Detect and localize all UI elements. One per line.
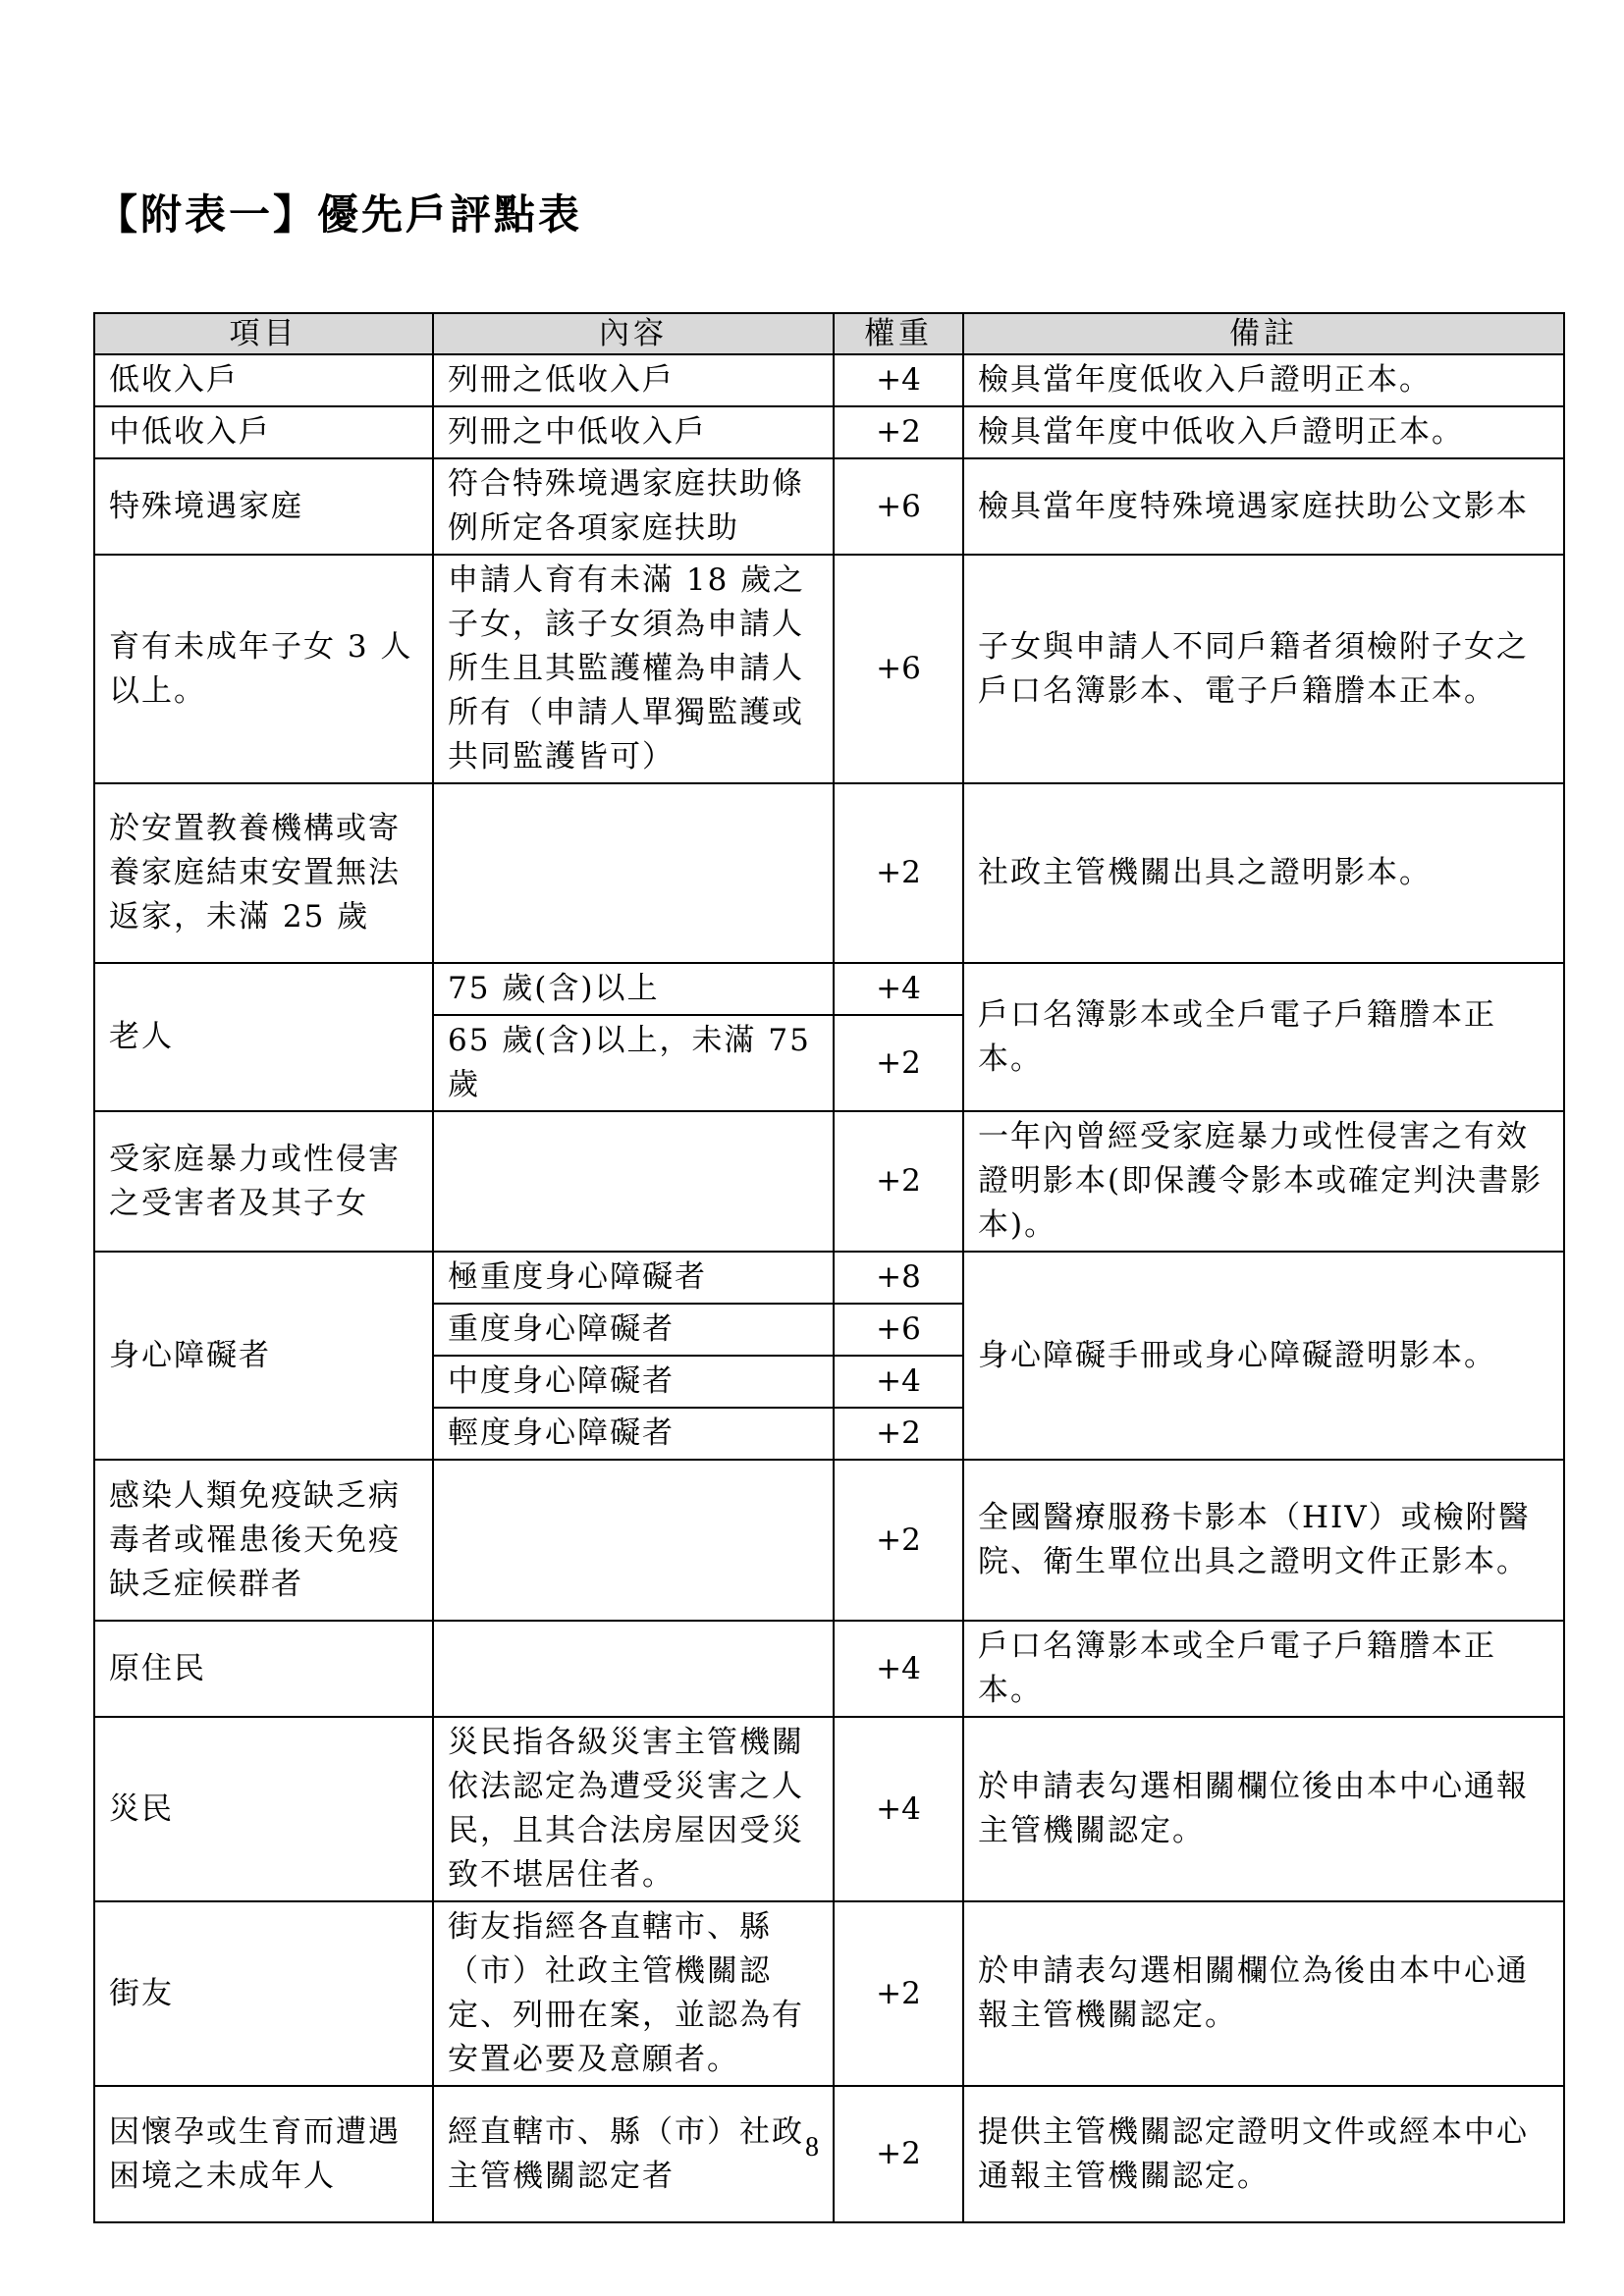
row-note: 檢具當年度低收入戶證明正本。 <box>963 354 1564 406</box>
row-weight: +2 <box>834 1901 963 2086</box>
row-weight: +8 <box>834 1252 963 1304</box>
row-content <box>433 1460 834 1621</box>
row-item: 原住民 <box>94 1621 433 1717</box>
row-weight: +4 <box>834 1621 963 1717</box>
row-weight: +2 <box>834 406 963 458</box>
row-content <box>433 783 834 963</box>
row-content: 經直轄市、縣（市）社政主管機關認定者 <box>433 2086 834 2222</box>
table-row <box>94 354 1564 406</box>
row-item: 街友 <box>94 1901 433 2086</box>
table-row <box>94 1460 1564 1621</box>
row-weight: +4 <box>834 1717 963 1901</box>
row-item: 受家庭暴力或性侵害之受害者及其子女 <box>94 1111 433 1252</box>
row-weight: +2 <box>834 2086 963 2222</box>
table-row <box>94 1111 1564 1252</box>
page-number: 8 <box>805 2132 819 2163</box>
row-content: 輕度身心障礙者 <box>433 1408 834 1460</box>
row-content: 街友指經各直轄市、縣（市）社政主管機關認定、列冊在案，並認為有安置必要及意願者。 <box>433 1901 834 2086</box>
row-note: 身心障礙手冊或身心障礙證明影本。 <box>963 1252 1564 1460</box>
table-row <box>94 458 1564 555</box>
row-item: 於安置教養機構或寄養家庭結束安置無法返家，未滿 25 歲 <box>94 783 433 963</box>
row-content: 極重度身心障礙者 <box>433 1252 834 1304</box>
row-content: 符合特殊境遇家庭扶助條例所定各項家庭扶助 <box>433 458 834 555</box>
row-note: 檢具當年度特殊境遇家庭扶助公文影本 <box>963 458 1564 555</box>
row-weight: +4 <box>834 963 963 1015</box>
row-content: 中度身心障礙者 <box>433 1356 834 1408</box>
table-row <box>94 1252 1564 1304</box>
row-item: 特殊境遇家庭 <box>94 458 433 555</box>
row-note: 社政主管機關出具之證明影本。 <box>963 783 1564 963</box>
row-content <box>433 1111 834 1252</box>
table-row <box>94 963 1564 1015</box>
row-weight: +6 <box>834 1304 963 1356</box>
row-weight: +6 <box>834 458 963 555</box>
row-note: 戶口名簿影本或全戶電子戶籍謄本正本。 <box>963 963 1564 1111</box>
row-weight: +2 <box>834 1111 963 1252</box>
row-note: 子女與申請人不同戶籍者須檢附子女之戶口名簿影本、電子戶籍謄本正本。 <box>963 555 1564 783</box>
table-row <box>94 1901 1564 2086</box>
row-weight: +2 <box>834 1408 963 1460</box>
row-item: 中低收入戶 <box>94 406 433 458</box>
table-row <box>94 783 1564 963</box>
row-content: 75 歲(含)以上 <box>433 963 834 1015</box>
table-header-row <box>94 313 1564 354</box>
row-content: 列冊之低收入戶 <box>433 354 834 406</box>
row-note: 於申請表勾選相關欄位為後由本中心通報主管機關認定。 <box>963 1901 1564 2086</box>
header-note: 備註 <box>963 313 1564 354</box>
row-content <box>433 1621 834 1717</box>
row-note: 於申請表勾選相關欄位後由本中心通報主管機關認定。 <box>963 1717 1564 1901</box>
row-weight: +2 <box>834 783 963 963</box>
row-weight: +6 <box>834 555 963 783</box>
table-row <box>94 1717 1564 1901</box>
header-content: 內容 <box>433 313 834 354</box>
row-content: 重度身心障礙者 <box>433 1304 834 1356</box>
table-row <box>94 555 1564 783</box>
row-weight: +2 <box>834 1015 963 1111</box>
header-item: 項目 <box>94 313 433 354</box>
row-weight: +4 <box>834 1356 963 1408</box>
row-weight: +2 <box>834 1460 963 1621</box>
row-content: 災民指各級災害主管機關依法認定為遭受災害之人民，且其合法房屋因受災致不堪居住者。 <box>433 1717 834 1901</box>
table-row <box>94 1621 1564 1717</box>
page-title: 【附表一】優先戶評點表 <box>96 190 583 239</box>
row-item: 災民 <box>94 1717 433 1901</box>
row-note: 戶口名簿影本或全戶電子戶籍謄本正本。 <box>963 1621 1564 1717</box>
row-weight: +4 <box>834 354 963 406</box>
row-note: 檢具當年度中低收入戶證明正本。 <box>963 406 1564 458</box>
row-note: 全國醫療服務卡影本（HIV）或檢附醫院、衛生單位出具之證明文件正影本。 <box>963 1460 1564 1621</box>
row-item: 老人 <box>94 963 433 1111</box>
row-item: 育有未成年子女 3 人以上。 <box>94 555 433 783</box>
row-note: 提供主管機關認定證明文件或經本中心通報主管機關認定。 <box>963 2086 1564 2222</box>
row-item: 身心障礙者 <box>94 1252 433 1460</box>
row-note: 一年內曾經受家庭暴力或性侵害之有效證明影本(即保護令影本或確定判決書影本)。 <box>963 1111 1564 1252</box>
row-content: 65 歲(含)以上，未滿 75 歲 <box>433 1015 834 1111</box>
row-content: 列冊之中低收入戶 <box>433 406 834 458</box>
row-item: 因懷孕或生育而遭遇困境之未成年人 <box>94 2086 433 2222</box>
row-content: 申請人育有未滿 18 歲之子女，該子女須為申請人所生且其監護權為申請人所有（申請人單獨監護或共同監護皆可） <box>433 555 834 783</box>
table-row <box>94 406 1564 458</box>
header-weight: 權重 <box>834 313 963 354</box>
row-item: 感染人類免疫缺乏病毒者或罹患後天免疫缺乏症候群者 <box>94 1460 433 1621</box>
priority-scoring-table <box>93 312 1565 2223</box>
row-item: 低收入戶 <box>94 354 433 406</box>
